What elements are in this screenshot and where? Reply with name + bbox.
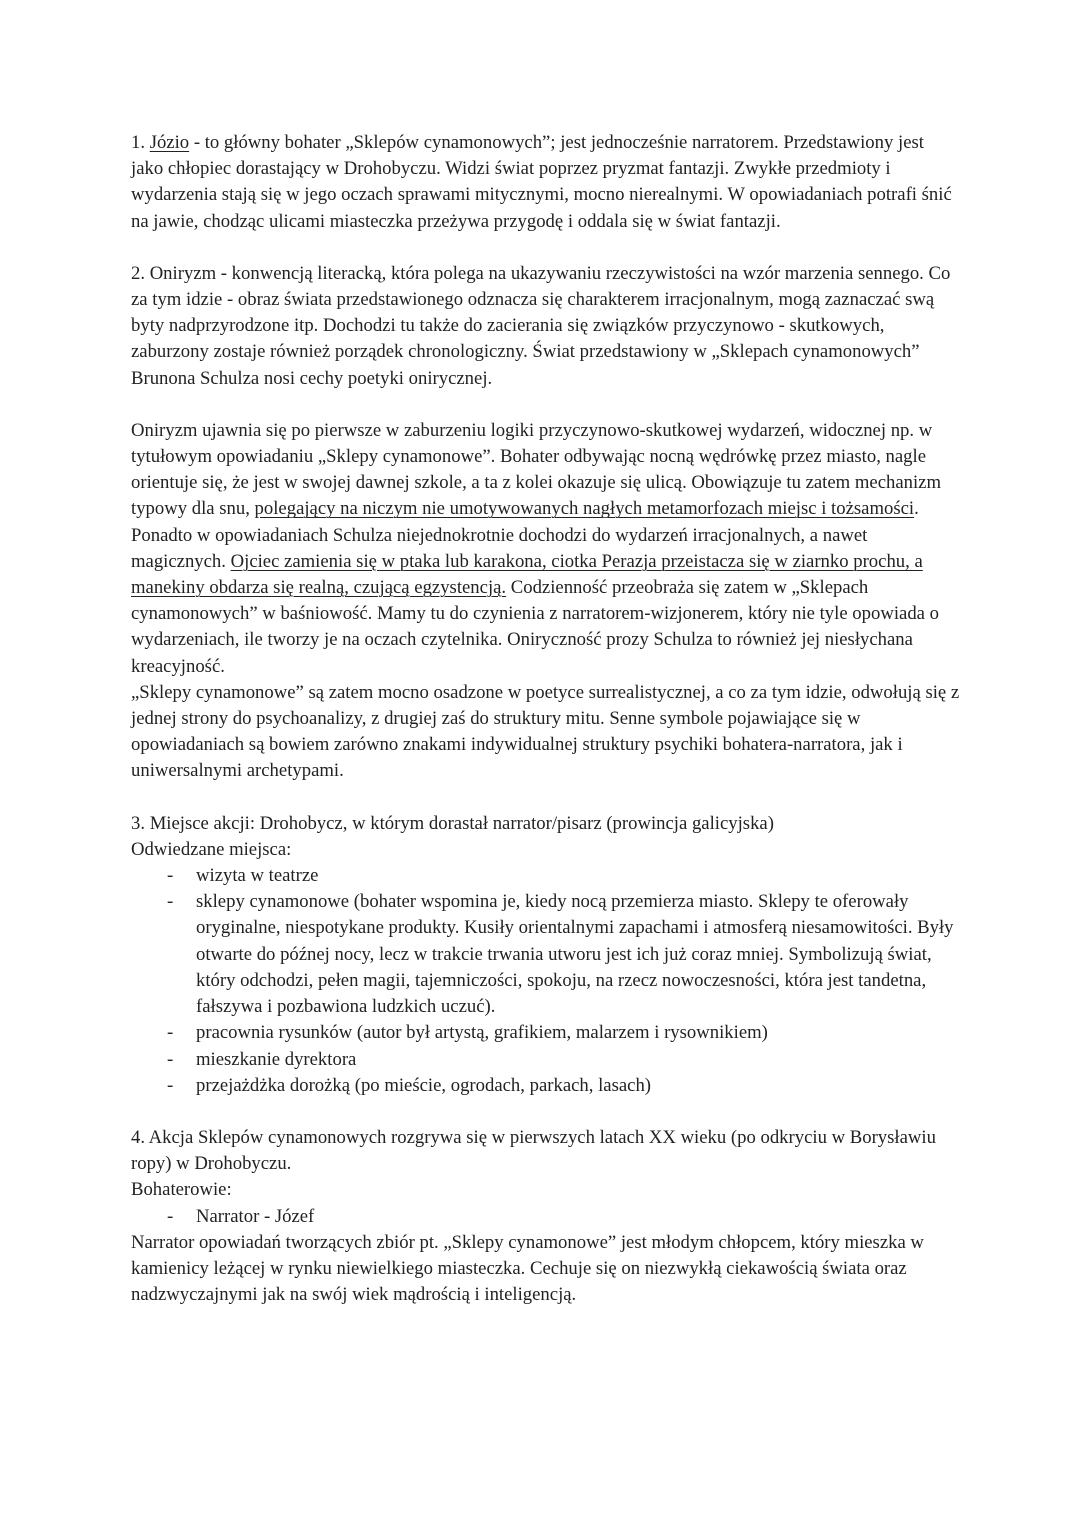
list-item-text: mieszkanie dyrektora [196, 1048, 357, 1070]
section-3-line-1: 3. Miejsce akcji: Drohobycz, w którym dorastał narrator/pisarz (prowincja galicyjska) [131, 812, 774, 834]
list-item-text: pracownia rysunków (autor był artystą, grafikiem, malarzem i rysownikiem) [196, 1022, 768, 1044]
list-item [167, 1204, 960, 1230]
list-item-text: wizyta w teatrze [196, 865, 319, 887]
spacer [131, 1099, 960, 1125]
dash-bullet: - [167, 1048, 174, 1070]
section-2-paragraph-3: „Sklepy cynamonowe” są zatem mocno osadzone w poetyce surrealistycznej, a co za tym idzie, odwołują się z jednej strony do psychoanalizy, z drugiej zaś do struktury mitu. Senne symbole pojawiające się w opowiadaniach są bowiem zarówno znakami indywidualnej struktury psychiki bohatera-narratora, jak i uniwersalnymi archetypami. [131, 681, 960, 782]
section-1-number: 1. [131, 132, 150, 153]
dash-bullet: - [167, 865, 174, 887]
list-item [167, 863, 960, 889]
section-2-underlined-1: polegający na niczym nie umotywowanych nagłych metamorfozach miejsc i tożsamości [254, 498, 915, 520]
section-4-list [131, 1204, 960, 1230]
section-2-underlined-2: Ojciec zamienia się w ptaka lub karakona, ciotka Perazja przeistacza się w ziarnko prochu, a manekiny obdarza się realną, czującą egzystencją. [131, 550, 923, 599]
section-1-text: - to główny bohater „Sklepów cynamonowych”; jest jednocześnie narratorem. Przedstawiony jest jako chłopiec dorastający w Drohobyczu. Widzi świat poprzez pryzmat fantazji. Zwykłe przedmioty i wydarzenia stają się w jego oczach sprawami mitycznymi, mocno nierealnymi. W opowiadaniach potrafi śnić na jawie, chodząc ulicami miasteczka przeżywa przygodę i oddala się w świat fantazji. [131, 132, 952, 232]
spacer [131, 235, 960, 261]
section-2-paragraph-1: 2. Oniryzm - konwencją literacką, która polega na ukazywaniu rzeczywistości na wzór marzenia sennego. Co za tym idzie - obraz świata przedstawionego odznacza się charakterem irracjonalnym, mogą zaznaczać swą byty nadprzyrodzone itp. Dochodzi tu także do zacierania się związków przyczynowo - skutkowych, zaburzony zostaje również porządek chronologiczny. Świat przedstawiony w „Sklepach cynamonowych” Brunona Schulza nosi cechy poetyki onirycznej. [131, 262, 951, 389]
section-4-paragraph: Narrator opowiadań tworzących zbiór pt. „Sklepy cynamonowe” jest młodym chłopcem, który mieszka w kamienicy leżącej w rynku niewielkiego miasteczka. Cechuje się on niezwykłą ciekawością świata oraz nadzwyczajnymi jak na swój wiek mądrością i inteligencją. [131, 1231, 924, 1306]
section-3-line-2: Odwiedzane miejsca: [131, 838, 292, 860]
spacer [131, 785, 960, 811]
list-item [167, 1047, 960, 1073]
list-item [167, 1020, 960, 1046]
section-2-text-a: Oniryzm ujawnia się po pierwsze w zaburzeniu logiki przyczynowo-skutkowej wydarzeń, widocznej np. w tytułowym opowiadaniu „Sklepy cynamonowe”. Bohater odbywając nocną wędrówkę przez miasto, nagle orientuje się, że jest w swojej dawnej szkole, a ta z kolei okazuje się ulicą. Obowiązuje tu zatem mechanizm typowy dla snu, [131, 419, 942, 520]
section-2-text-c: Codzienność przeobraża się zatem w „Sklepach cynamonowych” w baśniowość. Mamy tu do czynienia z narratorem-wizjonerem, który nie tyle opowiada o wydarzeniach, ile tworzy je na oczach czytelnika. Oniryczność prozy Schulza to również jej niesłychana kreacyjność. [131, 577, 939, 677]
section-3-list [131, 863, 960, 1099]
list-item-text: przejażdżka dorożką (po mieście, ogrodach, parkach, lasach) [196, 1074, 652, 1096]
section-4-line-1: 4. Akcja Sklepów cynamonowych rozgrywa się w pierwszych latach XX wieku (po odkryciu w Borysławiu ropy) w Drohobyczu. [131, 1126, 936, 1175]
dash-bullet: - [167, 1205, 174, 1227]
section-1-name: Józio [149, 132, 190, 153]
list-item-text: Narrator - Józef [196, 1205, 315, 1227]
list-item-text: sklepy cynamonowe (bohater wspomina je, kiedy nocą przemierza miasto. Sklepy te oferowały oryginalne, niespotykane produkty. Kusiły orientalnymi zapachami i atmosferą niesamowitości. Były otwarte do późnej nocy, lecz w trakcie trwania utworu jest ich już coraz mniej. Symbolizują świat, który odchodzi, pełen magii, tajemniczości, spokoju, na rzecz nowoczesności, która jest tandetna, fałszywa i pozbawiona ludzkich uczuć). [196, 891, 954, 1018]
list-item [167, 1073, 960, 1099]
dash-bullet: - [167, 891, 174, 913]
spacer [131, 392, 960, 418]
list-item [167, 889, 960, 1020]
dash-bullet: - [167, 1022, 174, 1044]
dash-bullet: - [167, 1074, 174, 1096]
section-2-paragraph-2 [131, 418, 960, 680]
section-2-text-b: . Ponadto w opowiadaniach Schulza niejednokrotnie dochodzi do wydarzeń irracjonalnych, a nawet magicznych. [131, 498, 919, 572]
section-1-paragraph [131, 130, 960, 235]
section-4-line-2: Bohaterowie: [131, 1179, 232, 1201]
